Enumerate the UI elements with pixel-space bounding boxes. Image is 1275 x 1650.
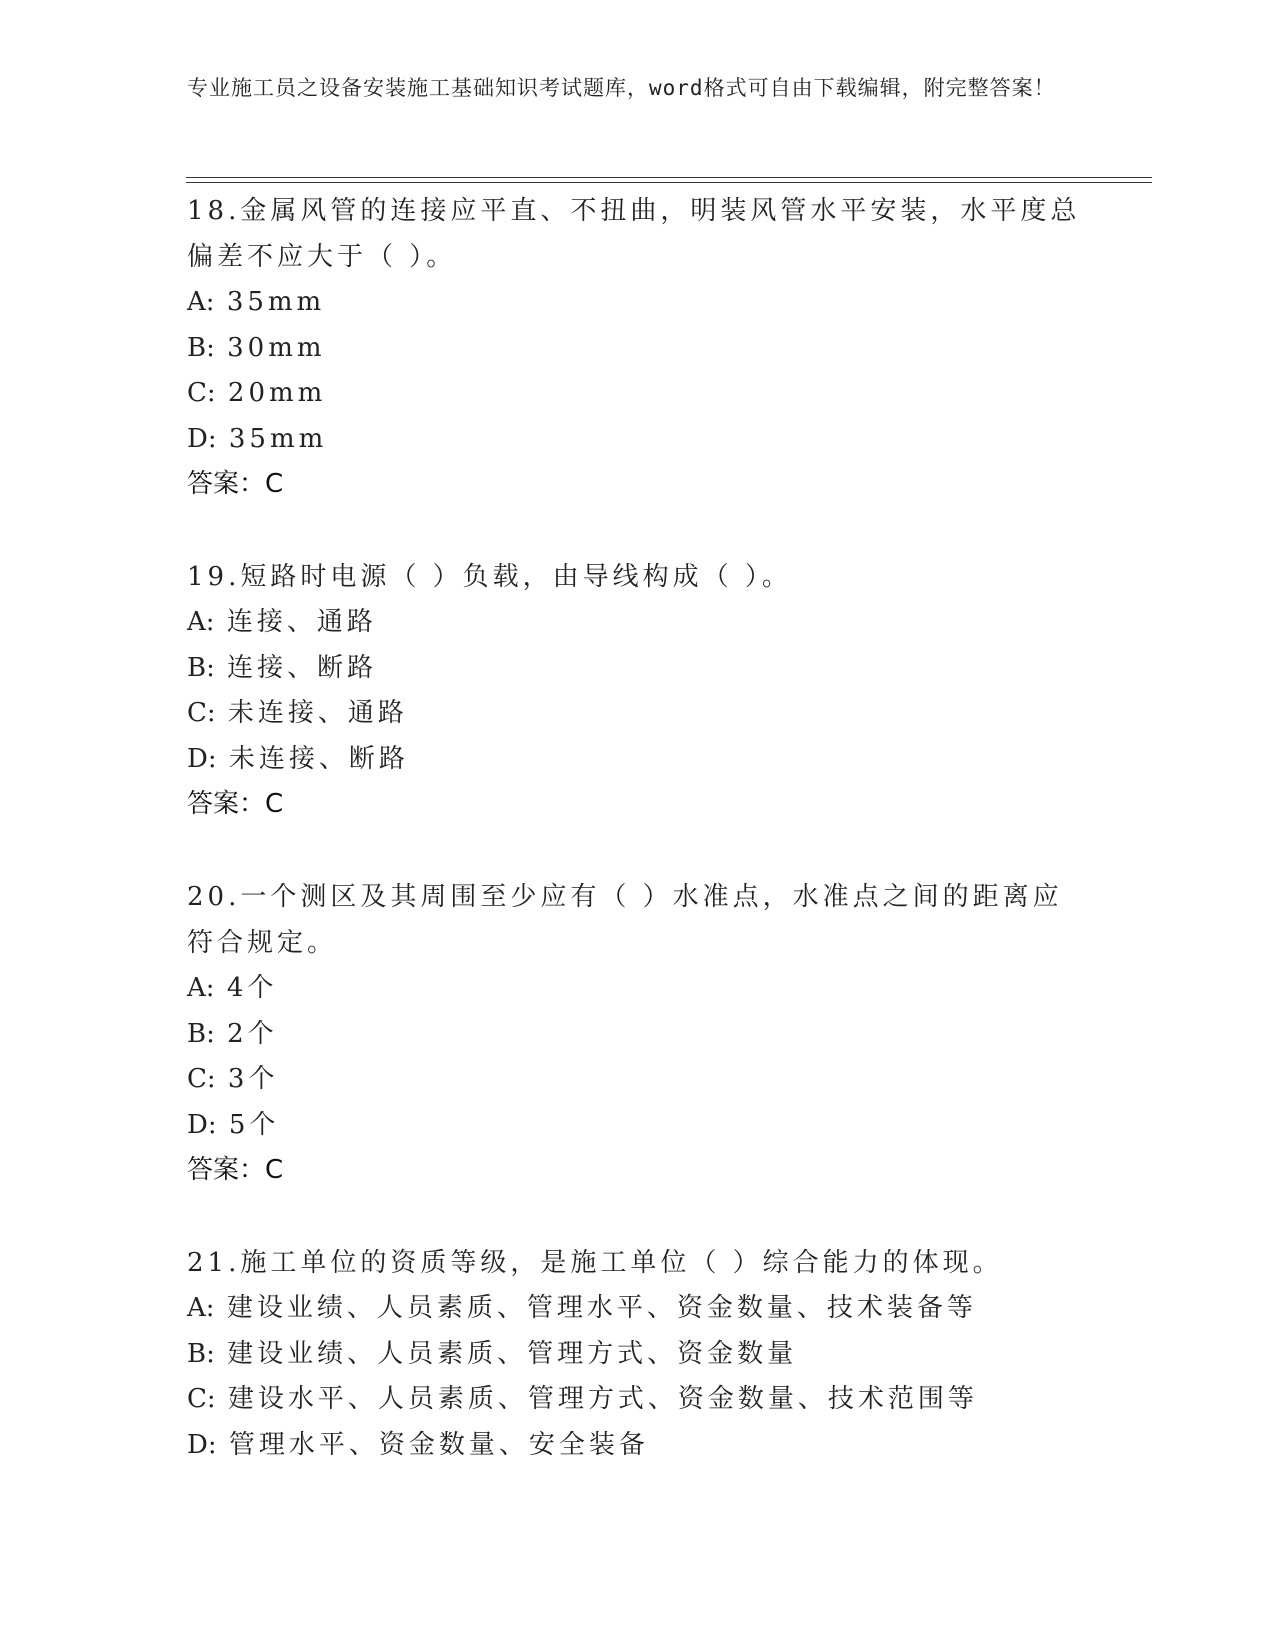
option-letter: C: bbox=[187, 378, 216, 408]
option-text: 未连接、通路 bbox=[227, 698, 408, 728]
option-letter: C: bbox=[187, 1384, 216, 1414]
answer-line: 答案：C bbox=[187, 1155, 284, 1185]
option-a bbox=[187, 966, 1087, 1012]
option-c bbox=[187, 371, 1087, 417]
option-text: 2个 bbox=[227, 1018, 278, 1049]
question-list bbox=[187, 188, 1087, 1468]
option-text: 35mm bbox=[226, 287, 326, 317]
option-letter: D: bbox=[187, 1429, 217, 1460]
option-text: 建设业绩、人员素质、管理水平、资金数量、技术装备等 bbox=[226, 1293, 977, 1323]
option-text: 3个 bbox=[227, 1064, 279, 1094]
option-d bbox=[187, 1423, 1087, 1469]
option-letter: B: bbox=[187, 332, 215, 363]
option-a bbox=[187, 280, 1087, 326]
option-text: 35mm bbox=[228, 423, 328, 454]
option-d bbox=[187, 737, 1087, 783]
question-stem: 18.金属风管的连接应平直、不扭曲，明装风管水平安装，水平度总偏差不应大于（ ）。 bbox=[187, 196, 1081, 272]
option-text: 连接、通路 bbox=[226, 607, 377, 637]
option-letter: C: bbox=[187, 1064, 216, 1094]
option-letter: A: bbox=[187, 607, 215, 637]
option-text: 未连接、断路 bbox=[228, 743, 409, 774]
document-header: 专业施工员之设备安装施工基础知识考试题库，word格式可自由下载编辑，附完整答案！ bbox=[187, 76, 1056, 100]
question-spacer bbox=[187, 1193, 1087, 1240]
option-text: 连接、断路 bbox=[227, 652, 378, 683]
option-d bbox=[187, 417, 1087, 463]
option-c bbox=[187, 1377, 1087, 1423]
header-divider-top bbox=[186, 177, 1152, 178]
question-stem: 19.短路时电源（ ）负载，由导线构成（ ）。 bbox=[187, 562, 792, 592]
option-letter: B: bbox=[187, 652, 215, 683]
option-b bbox=[187, 1012, 1087, 1058]
option-a bbox=[187, 600, 1087, 646]
option-text: 建设水平、人员素质、管理方式、资金数量、技术范围等 bbox=[227, 1384, 978, 1414]
option-letter: A: bbox=[187, 973, 215, 1003]
option-letter: D: bbox=[187, 743, 217, 774]
option-letter: D: bbox=[187, 423, 217, 454]
option-c bbox=[187, 691, 1087, 737]
option-letter: A: bbox=[187, 1293, 215, 1323]
option-text: 4个 bbox=[226, 973, 278, 1003]
question-stem: 20.一个测区及其周围至少应有（ ）水准点，水准点之间的距离应符合规定。 bbox=[187, 882, 1063, 958]
option-text: 管理水平、资金数量、安全装备 bbox=[228, 1429, 649, 1460]
option-text: 建设业绩、人员素质、管理方式、资金数量 bbox=[227, 1338, 798, 1369]
header-divider-bottom bbox=[186, 182, 1152, 183]
option-text: 20mm bbox=[227, 378, 327, 408]
option-a bbox=[187, 1286, 1087, 1332]
option-d bbox=[187, 1103, 1087, 1149]
question-18 bbox=[187, 188, 1087, 507]
option-b bbox=[187, 326, 1087, 372]
option-b bbox=[187, 646, 1087, 692]
option-letter: B: bbox=[187, 1338, 215, 1369]
question-stem: 21.施工单位的资质等级，是施工单位（ ）综合能力的体现。 bbox=[187, 1248, 1003, 1278]
option-letter: D: bbox=[187, 1109, 217, 1140]
option-b bbox=[187, 1332, 1087, 1378]
option-c bbox=[187, 1057, 1087, 1103]
option-letter: A: bbox=[187, 287, 215, 317]
option-letter: B: bbox=[187, 1018, 215, 1049]
question-19 bbox=[187, 554, 1087, 827]
answer-line: 答案：C bbox=[187, 469, 284, 499]
answer-line: 答案：C bbox=[187, 789, 284, 819]
question-21 bbox=[187, 1240, 1087, 1468]
option-text: 5个 bbox=[228, 1109, 280, 1140]
question-spacer bbox=[187, 507, 1087, 554]
question-20 bbox=[187, 874, 1087, 1193]
option-letter: C: bbox=[187, 698, 216, 728]
option-text: 30mm bbox=[227, 332, 326, 363]
question-spacer bbox=[187, 827, 1087, 874]
